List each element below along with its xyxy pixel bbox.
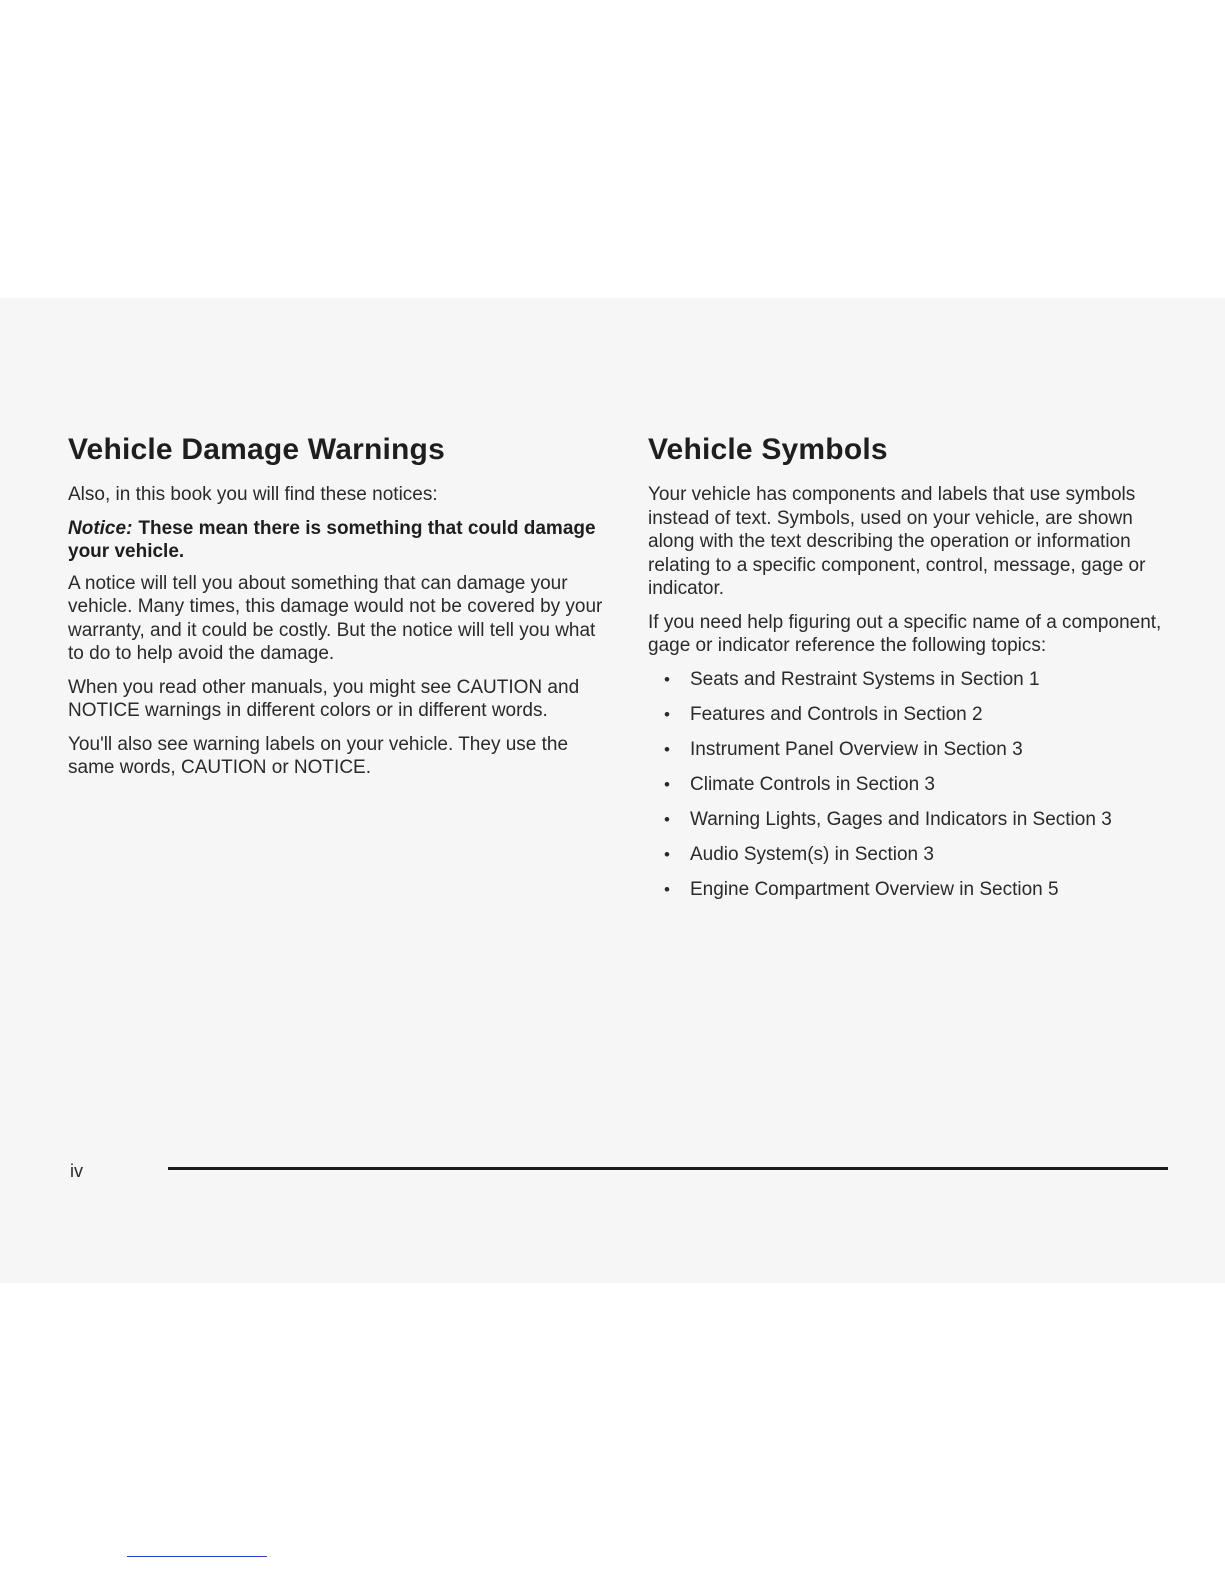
list-item	[648, 703, 1178, 726]
list-item	[648, 843, 1178, 866]
body-paragraph: A notice will tell you about something that can damage your vehicle. Many times, this damage would not be covered by your warranty, and it could be costly. But the notice will tell you what to do to help avoid the damage.	[68, 572, 603, 664]
list-item	[648, 773, 1178, 796]
notice-label: Notice:	[68, 517, 133, 539]
topic-text: Audio System(s) in Section 3	[690, 843, 934, 865]
vehicle-symbols-section	[648, 431, 1178, 913]
list-item	[648, 738, 1178, 761]
body-paragraph: You'll also see warning labels on your vehicle. They use the same words, CAUTION or NOTICE.	[68, 733, 569, 778]
bullet-icon: •	[664, 669, 670, 689]
topic-text: Features and Controls in Section 2	[690, 703, 983, 725]
section-heading: Vehicle Damage Warnings	[68, 433, 445, 466]
body-paragraph: If you need help figuring out a specific name of a component, gage or indicator reference the following topics:	[648, 611, 1162, 656]
topic-text: Seats and Restraint Systems in Section 1	[690, 668, 1040, 690]
manual-page	[0, 298, 1225, 1283]
topic-text: Warning Lights, Gages and Indicators in Section 3	[690, 808, 1112, 830]
topic-text: Instrument Panel Overview in Section 3	[690, 738, 1023, 760]
page-number: iv	[70, 1161, 83, 1181]
section-heading: Vehicle Symbols	[648, 433, 888, 466]
list-item	[648, 808, 1178, 831]
topic-list	[648, 668, 1178, 901]
bullet-icon: •	[664, 809, 670, 829]
list-item	[648, 878, 1178, 901]
list-item	[648, 668, 1178, 691]
footer-divider	[168, 1167, 1168, 1170]
bullet-icon: •	[664, 844, 670, 864]
notice-statement	[68, 517, 608, 564]
body-paragraph: When you read other manuals, you might see CAUTION and NOTICE warnings in different colors or in different words.	[68, 676, 580, 721]
link-underline[interactable]	[127, 1556, 267, 1557]
bullet-icon: •	[664, 739, 670, 759]
bullet-icon: •	[664, 774, 670, 794]
bullet-icon: •	[664, 879, 670, 899]
bullet-icon: •	[664, 704, 670, 724]
notice-text: These mean there is something that could damage your vehicle.	[68, 517, 596, 562]
topic-text: Engine Compartment Overview in Section 5	[690, 878, 1059, 900]
vehicle-damage-warnings-section	[68, 431, 608, 790]
intro-paragraph: Also, in this book you will find these notices:	[68, 484, 438, 505]
topic-text: Climate Controls in Section 3	[690, 773, 935, 795]
body-paragraph: Your vehicle has components and labels that use symbols instead of text. Symbols, used on your vehicle, are shown along with the text describing the operation or information relating to a specific component, control, message, gage or indicator.	[648, 484, 1146, 599]
